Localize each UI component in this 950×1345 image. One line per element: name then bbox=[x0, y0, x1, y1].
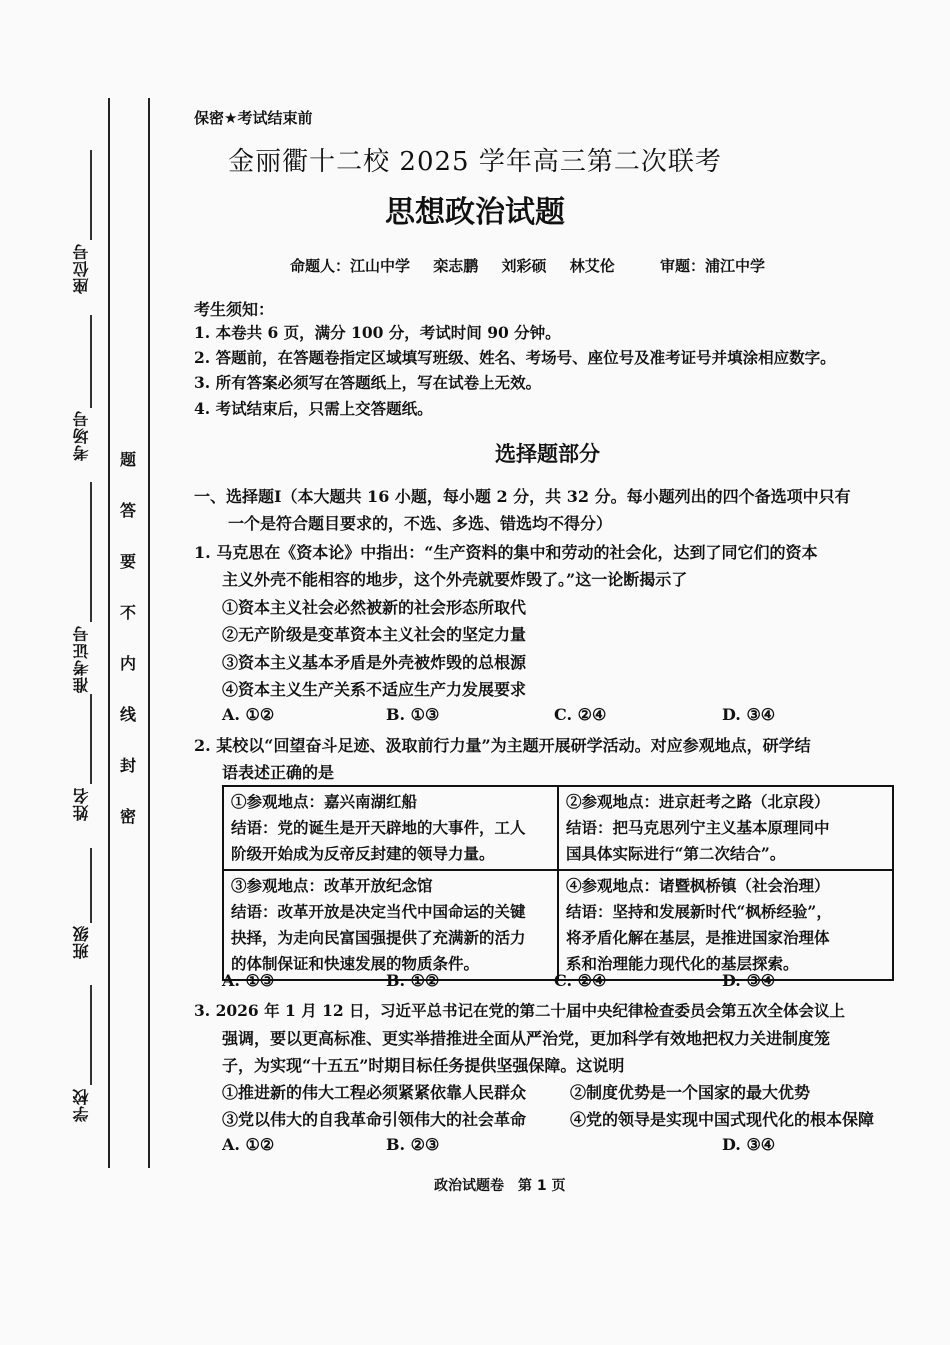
seal-char: 封 bbox=[119, 756, 136, 775]
exam-room-underline bbox=[90, 315, 92, 408]
q2-table bbox=[222, 785, 894, 981]
q2-stem: 2. 某校以“回望奋斗足迹、汲取前行力量”为主题开展研学活动。对应参观地点，研学结 bbox=[194, 736, 811, 755]
subject-title: 思想政治试题 bbox=[385, 195, 565, 230]
notice-item: 2. 答题前，在答题卷指定区域填写班级、姓名、考场号、座位号及准考证号并填涂相应数字。 bbox=[194, 348, 836, 367]
author: 刘彩硕 bbox=[501, 257, 547, 275]
seal-warning bbox=[116, 448, 140, 856]
seal-char: 内 bbox=[119, 654, 136, 673]
cell-line: 将矛盾化解在基层，是推进国家治理体 bbox=[566, 928, 830, 947]
q2-cell-4 bbox=[558, 870, 893, 980]
q3-option-d[interactable]: D. ③④ bbox=[722, 1135, 776, 1154]
q3-item: ④党的领导是实现中国式现代化的根本保障 bbox=[570, 1110, 875, 1129]
q1-item: ①资本主义社会必然被新的社会形态所取代 bbox=[222, 598, 527, 617]
seat-label: 座位号 bbox=[72, 243, 91, 294]
notice-item: 3. 所有答案必须写在答题纸上，写在试卷上无效。 bbox=[194, 373, 542, 392]
q1-item: ③资本主义基本矛盾是外壳被炸毁的总根源 bbox=[222, 653, 527, 672]
q3-option-a[interactable]: A. ①② bbox=[222, 1135, 275, 1154]
notice-title: 考生须知： bbox=[194, 300, 275, 319]
authors-line bbox=[290, 255, 783, 276]
author: 栾志鹏 bbox=[433, 257, 479, 275]
page-footer: 政治试题卷 第 1 页 bbox=[434, 1178, 566, 1194]
q3-stem: 子，为实现“十五五”时期目标任务提供坚强保障。这说明 bbox=[222, 1056, 625, 1075]
q1-stem: 1. 马克思在《资本论》中指出：“生产资料的集中和劳动的社会化，达到了同它们的资本 bbox=[194, 543, 818, 562]
cell-line: 国具体实际进行“第二次结合”。 bbox=[566, 844, 786, 863]
notice-item: 4. 考试结束后，只需上交答题纸。 bbox=[194, 399, 433, 418]
ticket-label: 准考证号 bbox=[72, 625, 91, 693]
q2-cell-1 bbox=[223, 786, 558, 870]
q1-option-a[interactable]: A. ①② bbox=[222, 705, 275, 724]
q1-option-b[interactable]: B. ①③ bbox=[386, 705, 440, 724]
seal-char: 线 bbox=[119, 705, 136, 724]
binding-line-inner bbox=[148, 98, 150, 1168]
name-label: 姓名 bbox=[72, 787, 91, 821]
seal-char: 不 bbox=[119, 603, 136, 622]
cell-line: 结语：改革开放是决定当代中国命运的关键 bbox=[231, 902, 526, 921]
name-underline bbox=[90, 694, 92, 784]
q3-stem: 3. 2026 年 1 月 12 日，习近平总书记在党的第二十届中央纪律检查委员会第五次全体会议上 bbox=[194, 1001, 846, 1020]
exam-room-label: 考场号 bbox=[72, 410, 91, 461]
school-underline bbox=[90, 985, 92, 1085]
q1-item: ②无产阶级是变革资本主义社会的坚定力量 bbox=[222, 625, 527, 644]
q2-cell-3 bbox=[223, 870, 558, 980]
q2-option-d[interactable]: D. ③④ bbox=[722, 971, 776, 990]
seal-char: 密 bbox=[119, 807, 136, 826]
q1-stem: 主义外壳不能相容的地步，这个外壳就要炸毁了。”这一论断揭示了 bbox=[222, 570, 688, 589]
binding-line-outer bbox=[108, 98, 110, 1168]
school-label: 学校 bbox=[72, 1088, 91, 1122]
author: 命题人：江山中学 bbox=[290, 257, 411, 275]
cell-line: 结语：把马克思列宁主义基本原理同中 bbox=[566, 818, 830, 837]
cell-line: 结语：坚持和发展新时代“枫桥经验”， bbox=[566, 902, 832, 921]
exam-title: 金丽衢十二校 2025 学年高三第二次联考 bbox=[228, 147, 722, 177]
q3-item: ①推进新的伟大工程必须紧紧依靠人民群众 bbox=[222, 1083, 527, 1102]
q3-stem: 强调，要以更高标准、更实举措推进全面从严治党，更加科学有效地把权力关进制度笼 bbox=[222, 1029, 831, 1048]
section-title: 选择题部分 bbox=[495, 442, 600, 466]
notice-item: 1. 本卷共 6 页，满分 100 分，考试时间 90 分钟。 bbox=[194, 323, 561, 342]
ticket-underline bbox=[90, 482, 92, 622]
secret-mark: 保密★考试结束前 bbox=[194, 109, 313, 127]
q3-item: ②制度优势是一个国家的最大优势 bbox=[570, 1083, 811, 1102]
q1-option-c[interactable]: C. ②④ bbox=[554, 705, 607, 724]
q2-cell-2 bbox=[558, 786, 893, 870]
cell-line: ③参观地点：改革开放纪念馆 bbox=[231, 876, 433, 895]
cell-line: 系和治理能力现代化的基层探索。 bbox=[566, 954, 799, 973]
reviewer: 审题：浦江中学 bbox=[660, 257, 766, 275]
seal-char: 答 bbox=[119, 501, 136, 520]
cell-line: 的体制保证和快速发展的物质条件。 bbox=[231, 954, 480, 973]
cell-line: 抉择，为走向民富国强提供了充满新的活力 bbox=[231, 928, 526, 947]
class-underline bbox=[90, 848, 92, 923]
cell-line: 阶级开始成为反帝反封建的领导力量。 bbox=[231, 844, 495, 863]
cell-line: ①参观地点：嘉兴南湖红船 bbox=[231, 792, 418, 811]
section-instruction: 一、选择题Ⅰ（本大题共 16 小题，每小题 2 分，共 32 分。每小题列出的四个备选项中只有 bbox=[194, 487, 851, 506]
seal-char: 题 bbox=[119, 450, 136, 469]
q3-option-b[interactable]: B. ②③ bbox=[386, 1135, 440, 1154]
seal-char: 要 bbox=[119, 552, 136, 571]
author: 林艾伦 bbox=[569, 257, 615, 275]
class-label: 班级 bbox=[72, 925, 91, 959]
q2-option-a[interactable]: A. ①③ bbox=[222, 971, 275, 990]
cell-line: ②参观地点：进京赶考之路（北京段） bbox=[566, 792, 830, 811]
cell-line: ④参观地点：诸暨枫桥镇（社会治理） bbox=[566, 876, 830, 895]
cell-line: 结语：党的诞生是开天辟地的大事件，工人 bbox=[231, 818, 526, 837]
q2-stem: 语表述正确的是 bbox=[222, 763, 335, 782]
q1-item: ④资本主义生产关系不适应生产力发展要求 bbox=[222, 680, 527, 699]
q2-option-b[interactable]: B. ①② bbox=[386, 971, 440, 990]
section-instruction: 一个是符合题目要求的，不选、多选、错选均不得分） bbox=[228, 514, 613, 533]
q2-option-c[interactable]: C. ②④ bbox=[554, 971, 607, 990]
q3-item: ③党以伟大的自我革命引领伟大的社会革命 bbox=[222, 1110, 527, 1129]
q1-option-d[interactable]: D. ③④ bbox=[722, 705, 776, 724]
